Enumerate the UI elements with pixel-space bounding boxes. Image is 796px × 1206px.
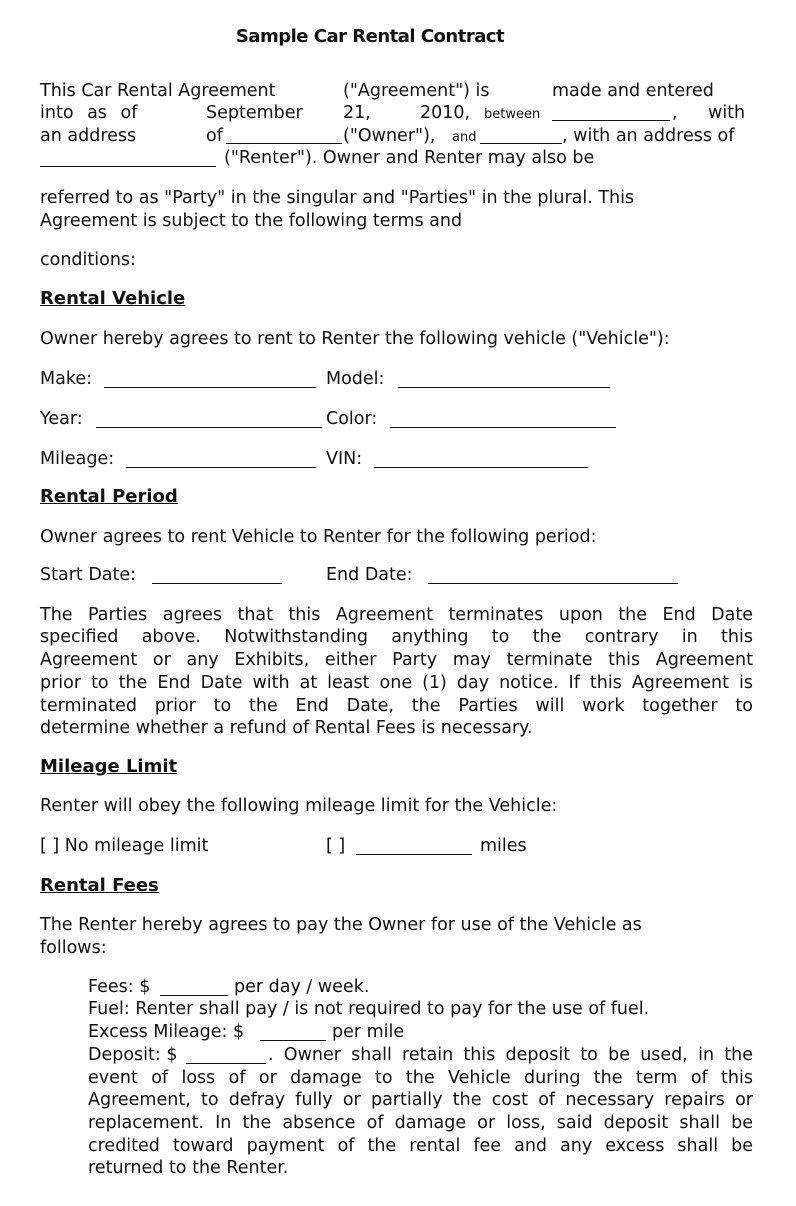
intro-text: 21, (343, 103, 371, 123)
no-limit-checkbox[interactable]: [ ] No mileage limit (40, 836, 209, 856)
intro-text: 2010, (420, 103, 471, 123)
paragraph-line: replacement. In the absence of damage or loss, said deposit shall be (88, 1113, 753, 1133)
intro-text: and (452, 130, 477, 145)
intro-text: ("Renter"). Owner and Renter may also be (224, 148, 595, 168)
field-label: Year: (40, 409, 83, 429)
field-label: Color: (326, 409, 378, 429)
intro-text: , with an address of (562, 126, 735, 146)
mileage-field[interactable] (126, 451, 316, 468)
field-label: per mile (332, 1022, 405, 1042)
intro-text: conditions: (40, 250, 136, 270)
field-label: per day / week. (234, 977, 370, 997)
fees-field[interactable] (160, 979, 228, 996)
intro-text: ("Owner"), (343, 126, 436, 146)
intro-text: September (206, 103, 303, 123)
paragraph-line: returned to the Renter. (88, 1158, 289, 1178)
year-field[interactable] (96, 411, 322, 428)
field-label: Deposit: $ (88, 1045, 178, 1065)
section-heading: Rental Vehicle (40, 288, 186, 309)
color-field[interactable] (390, 411, 616, 428)
intro-text: with (708, 103, 746, 123)
intro-text: an address (40, 126, 137, 146)
section-heading: Rental Fees (40, 875, 159, 896)
limit-checkbox[interactable]: [ ] (326, 836, 346, 856)
fuel-text: Fuel: Renter shall pay / is not required to pay for the use of fuel. (88, 999, 650, 1019)
blank-line (552, 104, 670, 121)
intro-text: referred to as "Party" in the singular and "Parties" in the plural. This (40, 188, 635, 208)
field-label: Excess Mileage: $ (88, 1022, 245, 1042)
paragraph-line: event of loss of or damage to the Vehicle during the term of this (88, 1068, 753, 1088)
paragraph-line: determine whether a refund of Rental Fees is necessary. (40, 718, 533, 738)
paragraph-line: prior to the End Date with at least one (1) day notice. If this Agreement is (40, 673, 753, 693)
intro-text: ("Agreement") is (343, 81, 490, 101)
paragraph-line: Agreement, to defray fully or partially the cost of necessary repairs or (88, 1090, 753, 1110)
field-label: Make: (40, 369, 92, 389)
field-label: Fees: $ (88, 977, 151, 997)
intro-text: Agreement is subject to the following terms and (40, 211, 463, 231)
intro-text: between (484, 107, 541, 122)
intro-text: This Car Rental Agreement (40, 81, 276, 101)
intro-text: into as of (40, 103, 138, 123)
blank-line (226, 127, 342, 144)
blank-line (40, 150, 216, 167)
paragraph-line: The Parties agrees that this Agreement terminates upon the End Date (40, 605, 753, 625)
section-text: Renter will obey the following mileage limit for the Vehicle: (40, 796, 558, 816)
section-heading: Rental Period (40, 486, 178, 507)
field-label: Model: (326, 369, 385, 389)
deposit-field[interactable] (186, 1047, 266, 1064)
section-text: follows: (40, 938, 107, 958)
field-label: End Date: (326, 565, 413, 585)
model-field[interactable] (398, 371, 610, 388)
section-heading: Mileage Limit (40, 756, 178, 777)
section-text: The Renter hereby agrees to pay the Owner for use of the Vehicle as (40, 915, 642, 935)
paragraph-line: credited toward payment of the rental fee and any excess shall be (88, 1136, 753, 1156)
intro-text: of (206, 126, 223, 146)
miles-field[interactable] (356, 838, 472, 855)
field-label: VIN: (326, 449, 363, 469)
paragraph-line: Agreement or any Exhibits, either Party may terminate this Agreement (40, 650, 753, 670)
paragraph-line: specified above. Notwithstanding anything to the contrary in this (40, 627, 753, 647)
start-date-field[interactable] (152, 567, 282, 584)
excess-mileage-field[interactable] (260, 1024, 326, 1041)
paragraph-line: . Owner shall retain this deposit to be used, in the (268, 1045, 753, 1065)
page-title: Sample Car Rental Contract (235, 26, 505, 47)
field-label: Mileage: (40, 449, 115, 469)
section-text: Owner hereby agrees to rent to Renter the following vehicle ("Vehicle"): (40, 329, 670, 349)
section-text: Owner agrees to rent Vehicle to Renter for the following period: (40, 527, 597, 547)
intro-text: , (672, 103, 678, 123)
end-date-field[interactable] (428, 567, 678, 584)
field-label: Start Date: (40, 565, 137, 585)
vin-field[interactable] (374, 451, 588, 468)
intro-text: made and entered (552, 81, 714, 101)
paragraph-line: terminated prior to the End Date, the Parties will work together to (40, 696, 753, 716)
make-field[interactable] (104, 371, 316, 388)
field-label: miles (480, 836, 527, 856)
blank-line (480, 127, 562, 144)
